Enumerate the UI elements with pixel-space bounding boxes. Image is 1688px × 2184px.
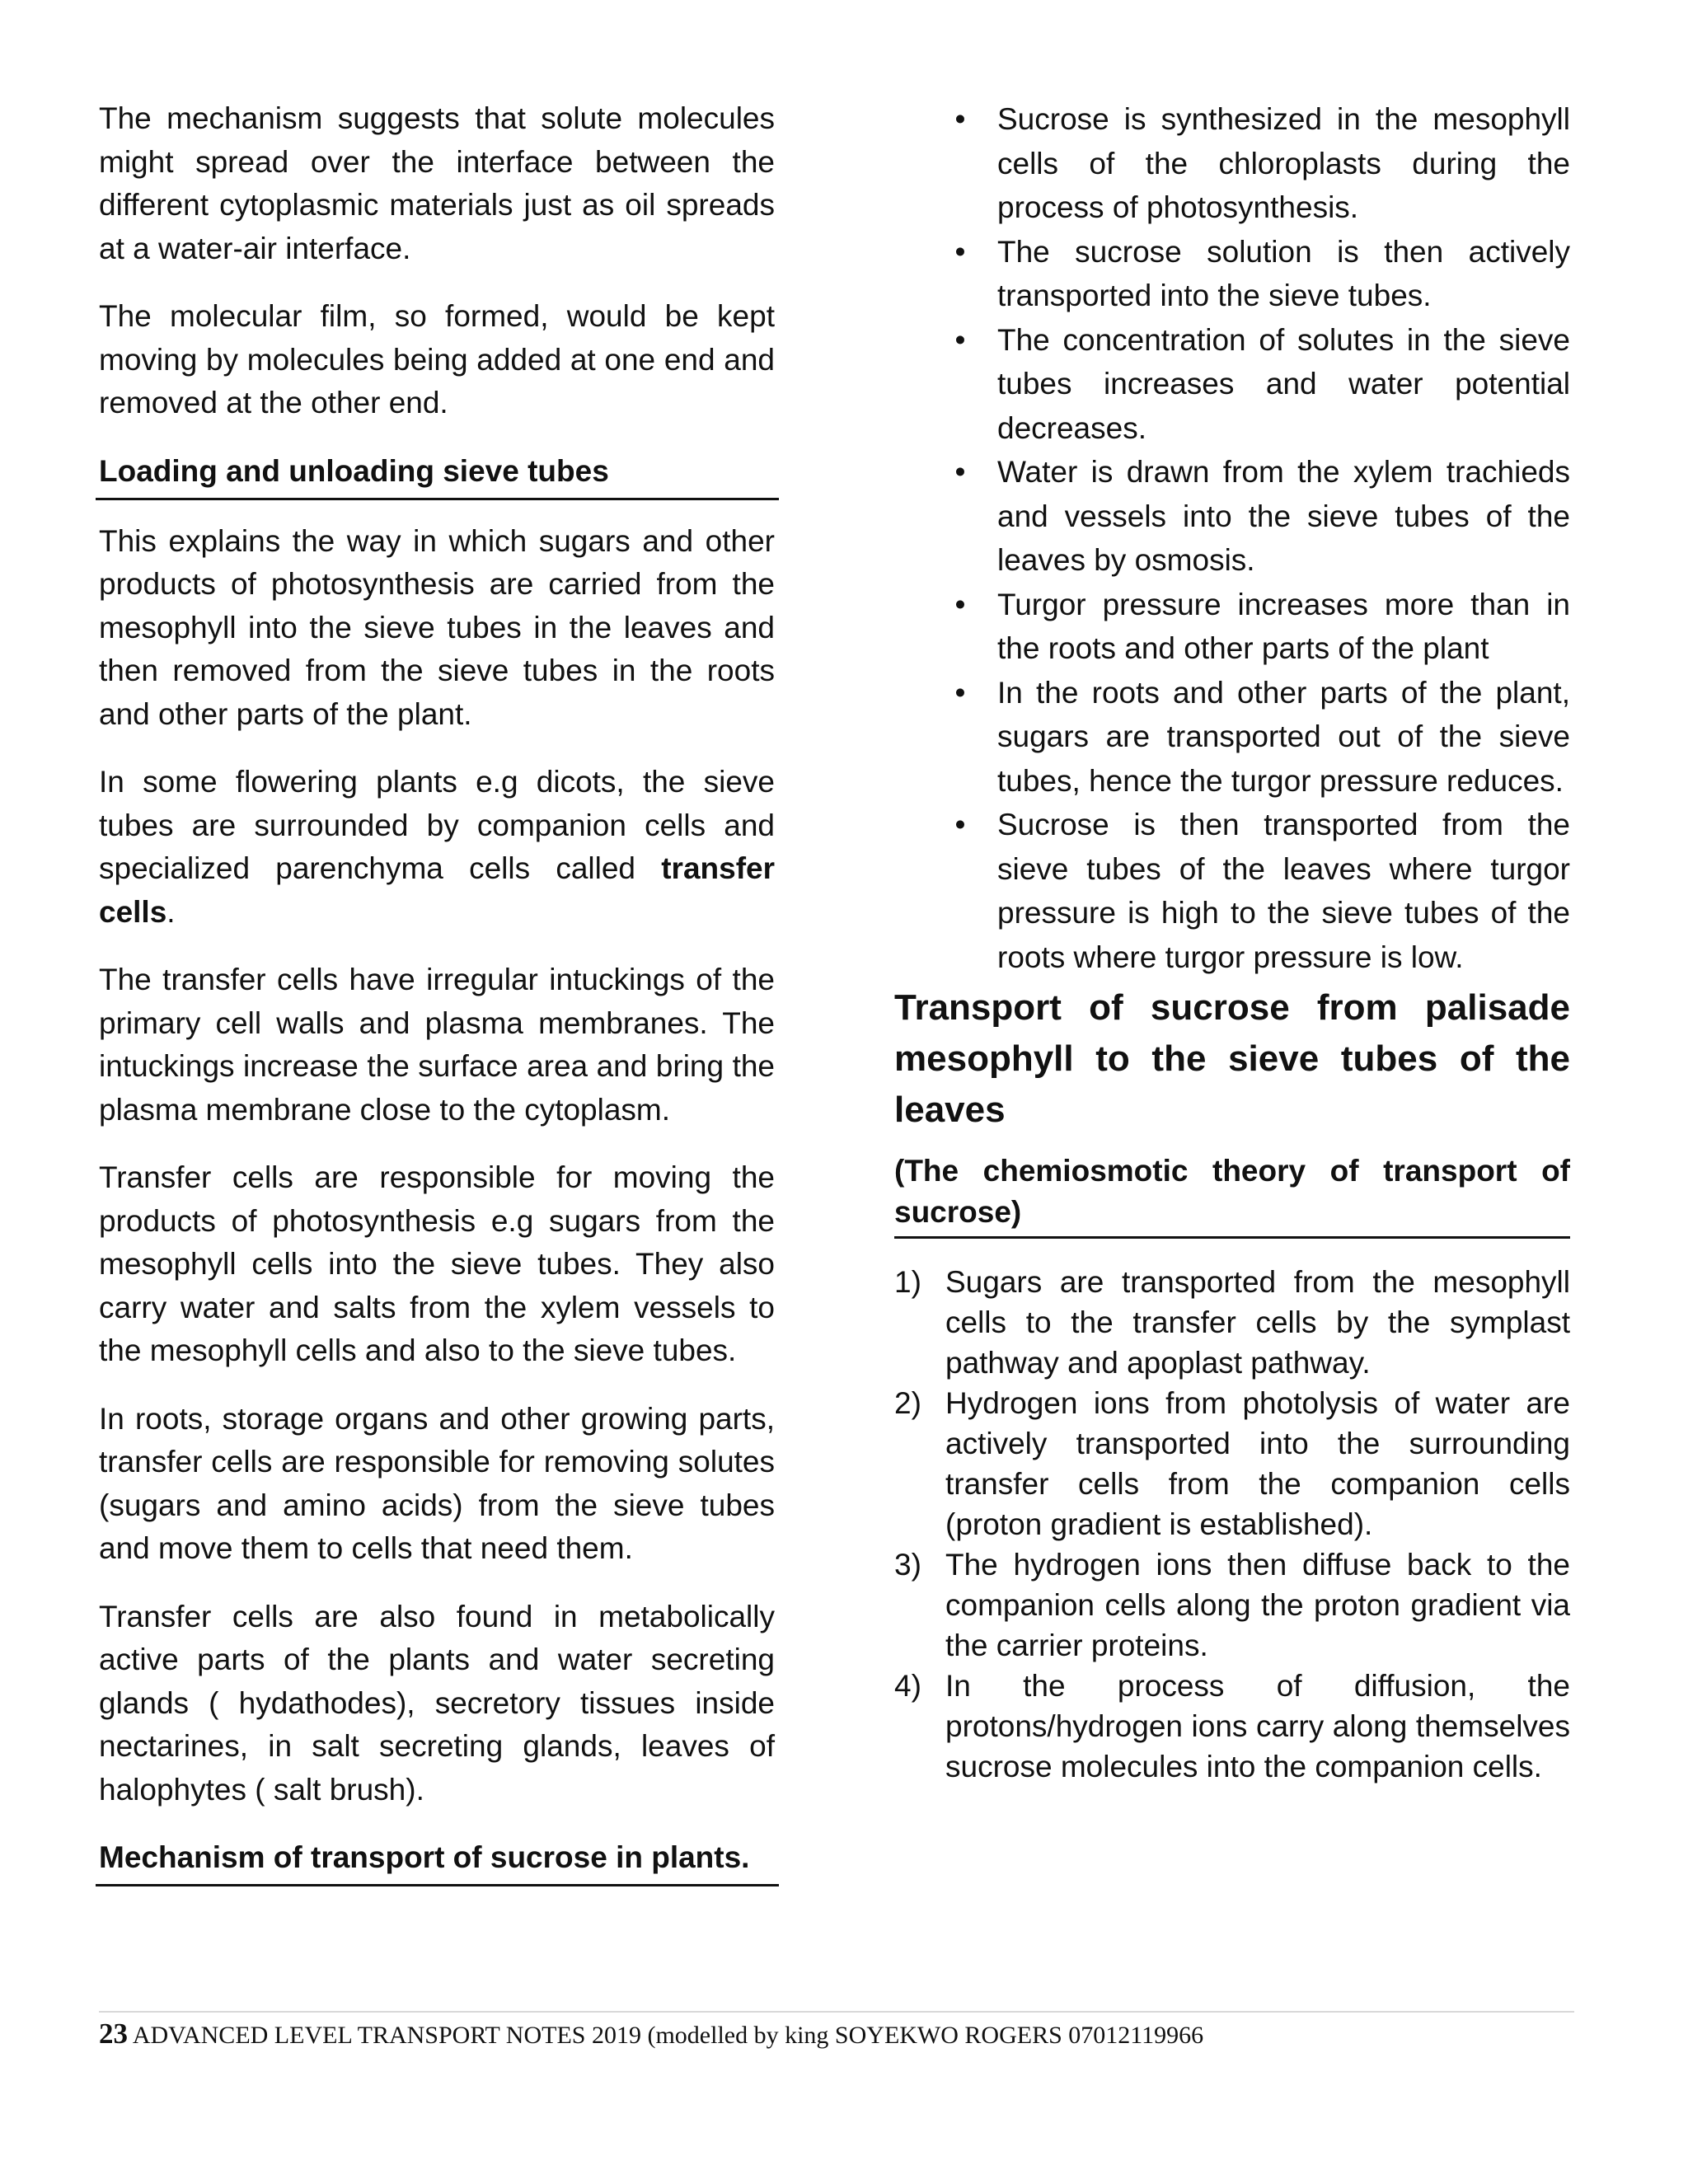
list-item bbox=[894, 803, 1570, 979]
step-number: 4) bbox=[894, 1669, 921, 1703]
right-column bbox=[894, 97, 1570, 1787]
page-footer bbox=[99, 2011, 1574, 2050]
bullet-text: Sucrose is then transported from the sieve tubes of the leaves where turgor pressure is high to the sieve tubes of the roots where turgor pressure is low. bbox=[997, 808, 1570, 974]
period: . bbox=[166, 894, 176, 929]
step-number: 2) bbox=[894, 1386, 921, 1420]
transfer-cells-term: transfer cells bbox=[99, 851, 775, 929]
step-number: 1) bbox=[894, 1265, 921, 1299]
page-number: 23 bbox=[99, 2018, 128, 2050]
list-item bbox=[894, 97, 1570, 230]
bullet-text: Sucrose is synthesized in the mesophyll cells of the chloroplasts during the process of photosynthesis. bbox=[997, 102, 1570, 224]
paragraph-roots-storage: In roots, storage organs and other growing parts, transfer cells are responsible for removing solutes (sugars and amino acids) from the sieve tubes and move them to cells that need them. bbox=[99, 1401, 775, 1565]
subheading-chemiosmotic: (The chemiosmotic theory of transport of sucrose) bbox=[894, 1151, 1570, 1239]
step-number: 3) bbox=[894, 1548, 921, 1582]
bullet-text: Turgor pressure increases more than in the roots and other parts of the plant bbox=[997, 587, 1570, 665]
list-item bbox=[894, 1544, 1570, 1666]
bullet-text: The sucrose solution is then actively transported into the sieve tubes. bbox=[997, 234, 1570, 312]
bullet-icon: • bbox=[954, 102, 966, 136]
paragraph-flowering-plants bbox=[99, 761, 775, 934]
heading-loading-unloading: Loading and unloading sieve tubes bbox=[96, 450, 779, 500]
bullet-text: In the roots and other parts of the plant, sugars are transported out of the sieve tubes, hence the turgor pressure reduces. bbox=[997, 675, 1570, 798]
list-item bbox=[894, 230, 1570, 318]
paragraph-transfer-responsible: Transfer cells are responsible for moving the products of photosynthesis e.g sugars from the mesophyll cells into the sieve tubes. They also carry water and salts from the xylem vessels to the mesophyll cells and also to the sieve tubes. bbox=[99, 1160, 775, 1367]
list-item bbox=[894, 671, 1570, 804]
step-text: In the process of diffusion, the protons/hydrogen ions carry along themselves sucrose molecules into the companion cells. bbox=[945, 1669, 1570, 1783]
bullet-icon: • bbox=[954, 808, 966, 841]
flowering-text: In some flowering plants e.g dicots, the sieve tubes are surrounded by companion cells and specialized parenchyma cells called bbox=[99, 765, 775, 885]
paragraph-mechanism: The mechanism suggests that solute molecules might spread over the interface between the different cytoplasmic materials just as oil spreads at a water-air interface. bbox=[99, 101, 775, 265]
bullet-icon: • bbox=[954, 234, 966, 269]
step-text: Hydrogen ions from photolysis of water are actively transported into the surrounding transfer cells from the companion cells (proton gradient is established). bbox=[945, 1386, 1570, 1541]
heading-transport-palisade: Transport of sucrose from palisade mesophyll to the sieve tubes of the leaves bbox=[894, 987, 1570, 1130]
numbered-list bbox=[894, 1262, 1570, 1787]
list-item bbox=[894, 1383, 1570, 1544]
paragraph-explains: This explains the way in which sugars and other products of photosynthesis are carried from the mesophyll into the sieve tubes in the leaves and then removed from the sieve tubes in the roots and other parts of the plant. bbox=[99, 523, 775, 731]
list-item bbox=[894, 318, 1570, 451]
bullet-list bbox=[894, 97, 1570, 979]
bullet-text: The concentration of solutes in the sieve tubes increases and water potential decreases. bbox=[997, 322, 1570, 445]
bullet-icon: • bbox=[954, 675, 966, 710]
bullet-icon: • bbox=[954, 587, 966, 621]
bullet-icon: • bbox=[954, 455, 966, 489]
bullet-icon: • bbox=[954, 322, 966, 357]
list-item bbox=[894, 583, 1570, 671]
list-item bbox=[894, 1666, 1570, 1787]
left-column bbox=[99, 97, 775, 1906]
bullet-text: Water is drawn from the xylem trachieds and vessels into the sieve tubes of the leaves by osmosis. bbox=[997, 455, 1570, 577]
list-item bbox=[894, 450, 1570, 583]
paragraph-metabolically-active: Transfer cells are also found in metabolically active parts of the plants and water secreting glands ( hydathodes), secretory tissues inside nectarines, in salt secreting glands, leaves of halophytes ( salt brush). bbox=[99, 1599, 775, 1807]
list-item bbox=[894, 1262, 1570, 1383]
heading-mechanism-transport: Mechanism of transport of sucrose in plants. bbox=[96, 1836, 779, 1886]
paragraph-intuckings: The transfer cells have irregular intuckings of the primary cell walls and plasma membranes. The intuckings increase the surface area and bring the plasma membrane close to the cytoplasm. bbox=[99, 963, 775, 1127]
step-text: The hydrogen ions then diffuse back to the companion cells along the proton gradient via the carrier proteins. bbox=[945, 1548, 1570, 1662]
footer-text: ADVANCED LEVEL TRANSPORT NOTES 2019 (modelled by king SOYEKWO ROGERS 07012119966 bbox=[128, 2022, 1204, 2049]
paragraph-molecular-film: The molecular film, so formed, would be kept moving by molecules being added at one end and removed at the other end. bbox=[99, 299, 775, 419]
step-text: Sugars are transported from the mesophyll cells to the transfer cells by the symplast pathway and apoplast pathway. bbox=[945, 1265, 1570, 1380]
